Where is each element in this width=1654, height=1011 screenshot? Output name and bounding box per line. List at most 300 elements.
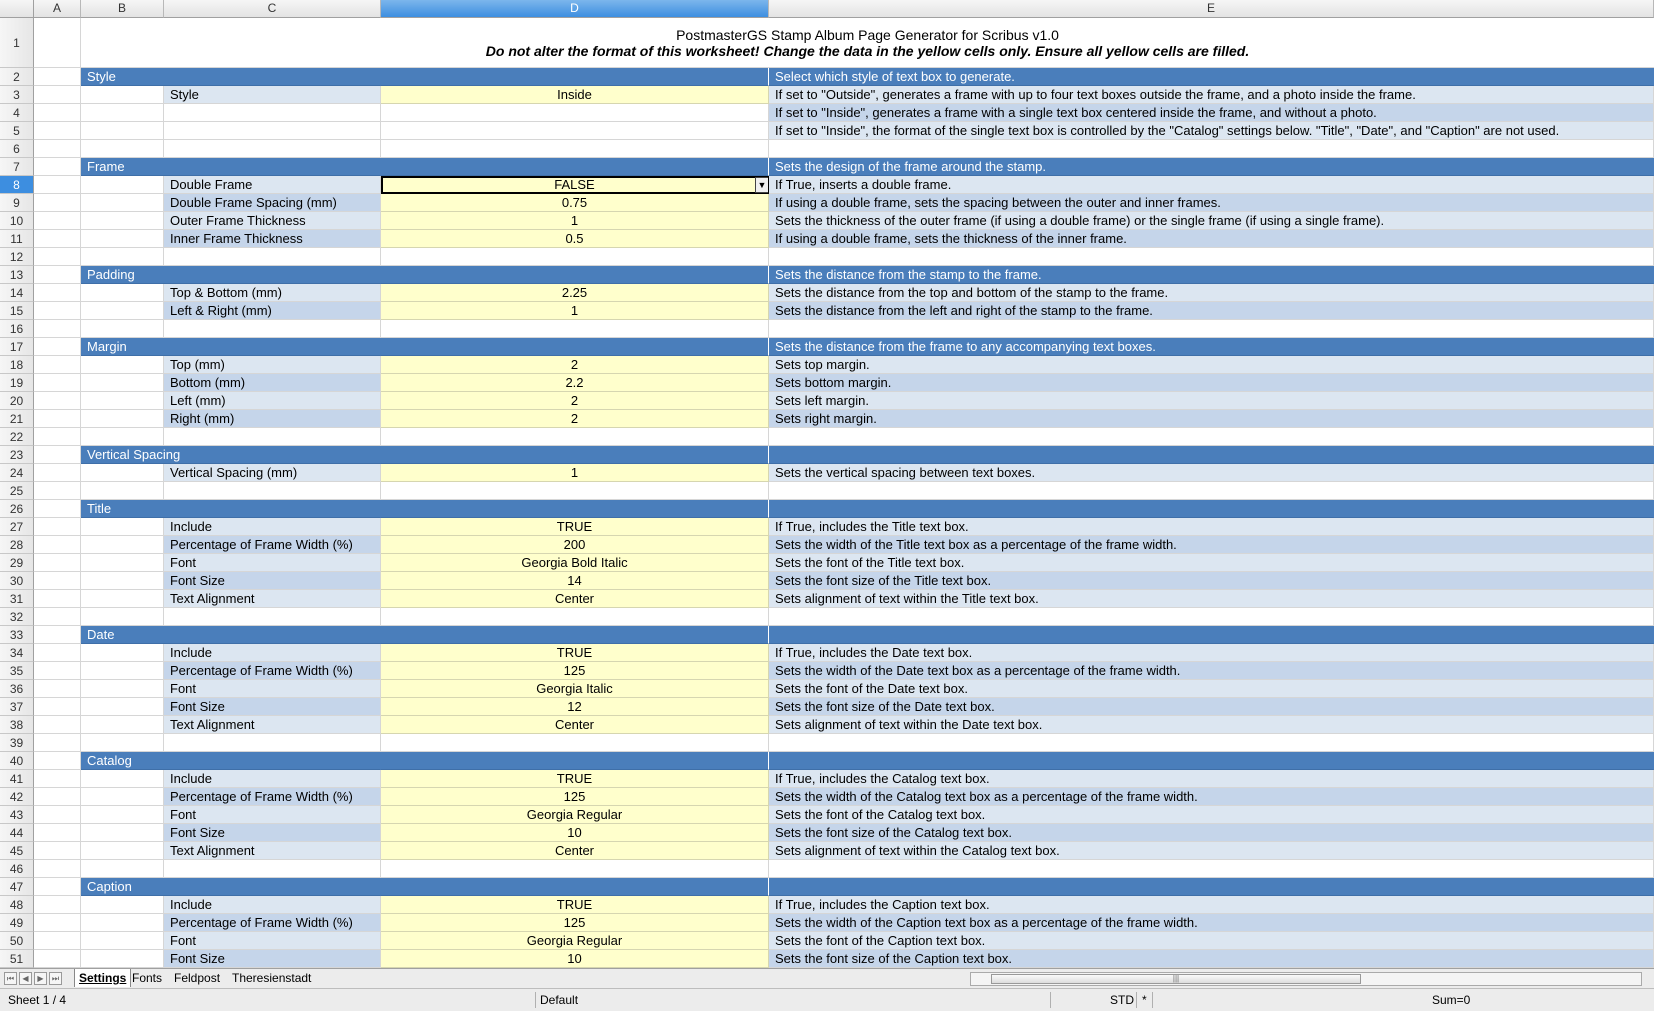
- cell-b[interactable]: [81, 662, 164, 680]
- setting-description[interactable]: Sets the width of the Catalog text box as a percentage of the frame width.: [769, 788, 1654, 806]
- row-header[interactable]: 21: [0, 410, 34, 428]
- setting-label[interactable]: Double Frame: [164, 176, 381, 194]
- row-header[interactable]: 35: [0, 662, 34, 680]
- setting-value-input[interactable]: [381, 554, 769, 572]
- cell-b[interactable]: [81, 464, 164, 482]
- cell-a1[interactable]: [34, 18, 81, 68]
- cell-e[interactable]: [769, 608, 1654, 626]
- row-header[interactable]: 26: [0, 500, 34, 518]
- tab-theresienstadt[interactable]: Theresienstadt: [232, 971, 312, 985]
- cell-b[interactable]: [81, 410, 164, 428]
- row-header[interactable]: 9: [0, 194, 34, 212]
- dropdown-arrow-icon[interactable]: ▼: [755, 177, 769, 193]
- column-header-d[interactable]: D: [381, 0, 769, 18]
- row-header[interactable]: 28: [0, 536, 34, 554]
- cell-b[interactable]: [81, 194, 164, 212]
- setting-description[interactable]: Sets bottom margin.: [769, 374, 1654, 392]
- section-header[interactable]: Margin: [81, 338, 381, 356]
- setting-value-input[interactable]: [381, 842, 769, 860]
- cell-a[interactable]: [34, 536, 81, 554]
- cell-b[interactable]: [81, 842, 164, 860]
- cell-e[interactable]: [769, 140, 1654, 158]
- setting-description[interactable]: If True, includes the Catalog text box.: [769, 770, 1654, 788]
- setting-description[interactable]: If using a double frame, sets the spacing between the outer and inner frames.: [769, 194, 1654, 212]
- setting-value-input[interactable]: [381, 212, 769, 230]
- cell-b[interactable]: [81, 374, 164, 392]
- row-header[interactable]: 14: [0, 284, 34, 302]
- setting-label[interactable]: Text Alignment: [164, 590, 381, 608]
- worksheet-title[interactable]: [81, 18, 1654, 68]
- cell-b[interactable]: [81, 608, 164, 626]
- cell-a[interactable]: [34, 896, 81, 914]
- cell-b[interactable]: [81, 860, 164, 878]
- cell-b[interactable]: [81, 590, 164, 608]
- section-value-cell[interactable]: [381, 500, 769, 518]
- setting-value-input[interactable]: [381, 536, 769, 554]
- section-description[interactable]: [769, 878, 1654, 896]
- cell-c[interactable]: [164, 122, 381, 140]
- cell-a[interactable]: [34, 68, 81, 86]
- cell-b[interactable]: [81, 536, 164, 554]
- cell-a[interactable]: [34, 608, 81, 626]
- row-header[interactable]: 4: [0, 104, 34, 122]
- section-header[interactable]: Frame: [81, 158, 381, 176]
- section-value-cell[interactable]: [381, 338, 769, 356]
- row-header[interactable]: 16: [0, 320, 34, 338]
- setting-label[interactable]: Percentage of Frame Width (%): [164, 788, 381, 806]
- cell-a[interactable]: [34, 554, 81, 572]
- section-header[interactable]: Caption: [81, 878, 381, 896]
- setting-label[interactable]: Include: [164, 896, 381, 914]
- section-value-cell[interactable]: [381, 752, 769, 770]
- cell-e[interactable]: [769, 482, 1654, 500]
- row-header[interactable]: 19: [0, 374, 34, 392]
- setting-description[interactable]: Sets the width of the Title text box as a percentage of the frame width.: [769, 536, 1654, 554]
- row-header[interactable]: 48: [0, 896, 34, 914]
- cell-a[interactable]: [34, 356, 81, 374]
- row-header[interactable]: 31: [0, 590, 34, 608]
- cell-b[interactable]: [81, 572, 164, 590]
- cell-a[interactable]: [34, 284, 81, 302]
- setting-description[interactable]: Sets the distance from the top and bottom of the stamp to the frame.: [769, 284, 1654, 302]
- cell-a[interactable]: [34, 428, 81, 446]
- setting-value-input[interactable]: [381, 590, 769, 608]
- cell-a[interactable]: [34, 680, 81, 698]
- last-sheet-icon[interactable]: ⏭: [49, 972, 62, 985]
- setting-label[interactable]: Double Frame Spacing (mm): [164, 194, 381, 212]
- setting-description[interactable]: Sets the font of the Title text box.: [769, 554, 1654, 572]
- section-description[interactable]: [769, 446, 1654, 464]
- cell-a[interactable]: [34, 770, 81, 788]
- setting-description[interactable]: If set to "Inside", the format of the single text box is controlled by the "Catalog" settings below. "Title", "Date", and "Caption" are not used.: [769, 122, 1654, 140]
- page-style[interactable]: Default: [540, 993, 579, 1007]
- cell-b[interactable]: [81, 698, 164, 716]
- cell-b[interactable]: [81, 644, 164, 662]
- column-header-b[interactable]: B: [81, 0, 164, 18]
- cell-c[interactable]: [164, 608, 381, 626]
- setting-value-input[interactable]: [381, 392, 769, 410]
- section-description[interactable]: Sets the distance from the stamp to the frame.: [769, 266, 1654, 284]
- cell-b[interactable]: [81, 824, 164, 842]
- cell-b[interactable]: [81, 176, 164, 194]
- setting-value-input[interactable]: [381, 356, 769, 374]
- setting-label[interactable]: Top & Bottom (mm): [164, 284, 381, 302]
- section-value-cell[interactable]: [381, 266, 769, 284]
- row-header[interactable]: 42: [0, 788, 34, 806]
- cell-b[interactable]: [81, 950, 164, 968]
- setting-description[interactable]: Sets alignment of text within the Date text box.: [769, 716, 1654, 734]
- setting-description[interactable]: If set to "Inside", generates a frame with a single text box centered inside the frame, and without a photo.: [769, 104, 1654, 122]
- row-header[interactable]: 37: [0, 698, 34, 716]
- tab-feldpost[interactable]: Feldpost: [174, 971, 221, 985]
- setting-value-input[interactable]: [381, 770, 769, 788]
- setting-description[interactable]: Sets the font of the Catalog text box.: [769, 806, 1654, 824]
- cell-d[interactable]: [381, 608, 769, 626]
- row-header[interactable]: 27: [0, 518, 34, 536]
- row-header[interactable]: 46: [0, 860, 34, 878]
- setting-value-input[interactable]: [381, 824, 769, 842]
- section-description[interactable]: Sets the distance from the frame to any accompanying text boxes.: [769, 338, 1654, 356]
- row-header[interactable]: 8: [0, 176, 34, 194]
- cell-b[interactable]: [81, 428, 164, 446]
- row-header[interactable]: 49: [0, 914, 34, 932]
- cell-c[interactable]: [164, 860, 381, 878]
- section-value-cell[interactable]: [381, 878, 769, 896]
- cell-a[interactable]: [34, 86, 81, 104]
- cell-b[interactable]: [81, 86, 164, 104]
- setting-description[interactable]: If True, includes the Caption text box.: [769, 896, 1654, 914]
- row-header[interactable]: 38: [0, 716, 34, 734]
- setting-value-input[interactable]: [381, 86, 769, 104]
- setting-description[interactable]: Sets the font of the Date text box.: [769, 680, 1654, 698]
- cell-c[interactable]: [164, 428, 381, 446]
- row-header[interactable]: 29: [0, 554, 34, 572]
- horizontal-scrollbar[interactable]: [970, 972, 1642, 986]
- cell-b[interactable]: [81, 896, 164, 914]
- cell-a[interactable]: [34, 410, 81, 428]
- cell-d[interactable]: [381, 428, 769, 446]
- column-header-e[interactable]: E: [769, 0, 1654, 18]
- setting-description[interactable]: Sets the width of the Date text box as a percentage of the frame width.: [769, 662, 1654, 680]
- setting-label[interactable]: Left (mm): [164, 392, 381, 410]
- cell-b[interactable]: [81, 932, 164, 950]
- row-header[interactable]: 47: [0, 878, 34, 896]
- cell-e[interactable]: [769, 428, 1654, 446]
- cell-a[interactable]: [34, 392, 81, 410]
- sum-display[interactable]: Sum=0: [1432, 993, 1471, 1007]
- setting-value-input[interactable]: [381, 932, 769, 950]
- cell-c[interactable]: [164, 248, 381, 266]
- cell-b[interactable]: [81, 518, 164, 536]
- section-header[interactable]: Padding: [81, 266, 381, 284]
- cell-a[interactable]: [34, 752, 81, 770]
- setting-value-input[interactable]: [381, 716, 769, 734]
- cell-a[interactable]: [34, 464, 81, 482]
- cell-a[interactable]: [34, 158, 81, 176]
- cell-c[interactable]: [164, 104, 381, 122]
- cell-a[interactable]: [34, 500, 81, 518]
- next-sheet-icon[interactable]: ▶: [34, 972, 47, 985]
- setting-description[interactable]: Sets the thickness of the outer frame (if using a double frame) or the single frame (if using a single frame).: [769, 212, 1654, 230]
- setting-value-input[interactable]: [381, 896, 769, 914]
- setting-value-input[interactable]: [381, 194, 769, 212]
- row-header[interactable]: 39: [0, 734, 34, 752]
- cell-a[interactable]: [34, 374, 81, 392]
- cell-a[interactable]: [34, 572, 81, 590]
- setting-label[interactable]: Inner Frame Thickness: [164, 230, 381, 248]
- row-header[interactable]: 15: [0, 302, 34, 320]
- row-header[interactable]: 30: [0, 572, 34, 590]
- cell-a[interactable]: [34, 950, 81, 968]
- cell-c[interactable]: [164, 482, 381, 500]
- cell-a[interactable]: [34, 482, 81, 500]
- cell-b[interactable]: [81, 770, 164, 788]
- setting-description[interactable]: Sets alignment of text within the Catalog text box.: [769, 842, 1654, 860]
- cell-b[interactable]: [81, 734, 164, 752]
- setting-label[interactable]: Include: [164, 644, 381, 662]
- row-header[interactable]: 43: [0, 806, 34, 824]
- cell-a[interactable]: [34, 932, 81, 950]
- cell-b[interactable]: [81, 680, 164, 698]
- setting-label[interactable]: Font: [164, 932, 381, 950]
- setting-description[interactable]: Sets alignment of text within the Title text box.: [769, 590, 1654, 608]
- setting-label[interactable]: Vertical Spacing (mm): [164, 464, 381, 482]
- cell-a[interactable]: [34, 518, 81, 536]
- setting-description[interactable]: Sets the font of the Caption text box.: [769, 932, 1654, 950]
- column-header-a[interactable]: A: [34, 0, 81, 18]
- row-header[interactable]: 22: [0, 428, 34, 446]
- cell-a[interactable]: [34, 860, 81, 878]
- cell-b[interactable]: [81, 230, 164, 248]
- row-header[interactable]: 44: [0, 824, 34, 842]
- tab-fonts[interactable]: Fonts: [132, 971, 163, 985]
- setting-description[interactable]: Sets the width of the Caption text box as a percentage of the frame width.: [769, 914, 1654, 932]
- setting-label[interactable]: Outer Frame Thickness: [164, 212, 381, 230]
- cell-b[interactable]: [81, 284, 164, 302]
- setting-value-input[interactable]: [381, 914, 769, 932]
- cell-c[interactable]: [164, 734, 381, 752]
- section-value-cell[interactable]: [381, 158, 769, 176]
- setting-value-input[interactable]: [381, 806, 769, 824]
- setting-label[interactable]: Percentage of Frame Width (%): [164, 662, 381, 680]
- cell-a[interactable]: [34, 248, 81, 266]
- cell-b[interactable]: [81, 806, 164, 824]
- cell-a[interactable]: [34, 842, 81, 860]
- cell-b[interactable]: [81, 482, 164, 500]
- cell-b[interactable]: [81, 140, 164, 158]
- row-header[interactable]: 24: [0, 464, 34, 482]
- cell-c[interactable]: [164, 320, 381, 338]
- cell-b[interactable]: [81, 104, 164, 122]
- cell-a[interactable]: [34, 230, 81, 248]
- cell-a[interactable]: [34, 914, 81, 932]
- row-header[interactable]: 1: [0, 18, 34, 68]
- row-header[interactable]: 11: [0, 230, 34, 248]
- section-value-cell[interactable]: [381, 68, 769, 86]
- cell-b[interactable]: [81, 248, 164, 266]
- setting-label[interactable]: Left & Right (mm): [164, 302, 381, 320]
- setting-value-input[interactable]: [381, 698, 769, 716]
- selection-mode[interactable]: STD: [1110, 993, 1134, 1007]
- cell-e[interactable]: [769, 248, 1654, 266]
- cell-a[interactable]: [34, 104, 81, 122]
- cell-a[interactable]: [34, 824, 81, 842]
- setting-description[interactable]: Sets the font size of the Title text box.: [769, 572, 1654, 590]
- row-header[interactable]: 45: [0, 842, 34, 860]
- cell-a[interactable]: [34, 338, 81, 356]
- cell-a[interactable]: [34, 716, 81, 734]
- row-header[interactable]: 7: [0, 158, 34, 176]
- first-sheet-icon[interactable]: ⏮: [4, 972, 17, 985]
- section-header[interactable]: Title: [81, 500, 381, 518]
- setting-value-input[interactable]: [381, 410, 769, 428]
- setting-value-input[interactable]: [381, 950, 769, 968]
- cell-b[interactable]: [81, 320, 164, 338]
- row-header[interactable]: 10: [0, 212, 34, 230]
- setting-value-input[interactable]: [381, 302, 769, 320]
- cell-b[interactable]: [81, 122, 164, 140]
- setting-label[interactable]: Font Size: [164, 572, 381, 590]
- row-header[interactable]: 13: [0, 266, 34, 284]
- cell-b[interactable]: [81, 788, 164, 806]
- setting-label[interactable]: Top (mm): [164, 356, 381, 374]
- setting-label[interactable]: Right (mm): [164, 410, 381, 428]
- cell-d[interactable]: [381, 248, 769, 266]
- section-description[interactable]: Sets the design of the frame around the stamp.: [769, 158, 1654, 176]
- row-header[interactable]: 2: [0, 68, 34, 86]
- setting-label[interactable]: Percentage of Frame Width (%): [164, 914, 381, 932]
- cell-d[interactable]: [381, 122, 769, 140]
- row-header[interactable]: 23: [0, 446, 34, 464]
- row-header[interactable]: 6: [0, 140, 34, 158]
- setting-label[interactable]: Font Size: [164, 950, 381, 968]
- section-header[interactable]: Style: [81, 68, 381, 86]
- cell-a[interactable]: [34, 878, 81, 896]
- setting-value-input[interactable]: [381, 788, 769, 806]
- section-value-cell[interactable]: [381, 446, 769, 464]
- select-all-corner[interactable]: [0, 0, 34, 18]
- setting-description[interactable]: If set to "Outside", generates a frame with up to four text boxes outside the frame, and a photo inside the frame.: [769, 86, 1654, 104]
- cell-a[interactable]: [34, 194, 81, 212]
- setting-value-input[interactable]: [381, 662, 769, 680]
- setting-description[interactable]: Sets the vertical spacing between text boxes.: [769, 464, 1654, 482]
- setting-label[interactable]: Text Alignment: [164, 716, 381, 734]
- cell-b[interactable]: [81, 212, 164, 230]
- setting-value-input[interactable]: [381, 230, 769, 248]
- setting-label[interactable]: Font Size: [164, 698, 381, 716]
- tab-settings[interactable]: Settings: [74, 969, 131, 987]
- row-header[interactable]: 5: [0, 122, 34, 140]
- setting-label[interactable]: Include: [164, 770, 381, 788]
- cell-a[interactable]: [34, 140, 81, 158]
- cell-e[interactable]: [769, 320, 1654, 338]
- section-description[interactable]: [769, 500, 1654, 518]
- cell-b[interactable]: [81, 554, 164, 572]
- setting-label[interactable]: Style: [164, 86, 381, 104]
- section-value-cell[interactable]: [381, 626, 769, 644]
- setting-description[interactable]: If True, inserts a double frame.: [769, 176, 1654, 194]
- row-header[interactable]: 40: [0, 752, 34, 770]
- cell-b[interactable]: [81, 716, 164, 734]
- setting-label[interactable]: Text Alignment: [164, 842, 381, 860]
- row-header[interactable]: 18: [0, 356, 34, 374]
- cell-a[interactable]: [34, 806, 81, 824]
- setting-value-input[interactable]: [381, 464, 769, 482]
- setting-value-input[interactable]: [381, 680, 769, 698]
- setting-description[interactable]: If using a double frame, sets the thickness of the inner frame.: [769, 230, 1654, 248]
- row-header[interactable]: 20: [0, 392, 34, 410]
- setting-description[interactable]: Sets the font size of the Catalog text box.: [769, 824, 1654, 842]
- cell-a[interactable]: [34, 320, 81, 338]
- cell-d[interactable]: [381, 320, 769, 338]
- section-header[interactable]: Vertical Spacing: [81, 446, 381, 464]
- cell-a[interactable]: [34, 302, 81, 320]
- row-header[interactable]: 51: [0, 950, 34, 968]
- cell-c[interactable]: [164, 140, 381, 158]
- cell-a[interactable]: [34, 698, 81, 716]
- cell-b[interactable]: [81, 356, 164, 374]
- cell-b[interactable]: [81, 914, 164, 932]
- cell-d[interactable]: [381, 140, 769, 158]
- section-description[interactable]: [769, 752, 1654, 770]
- section-description[interactable]: Select which style of text box to generate.: [769, 68, 1654, 86]
- setting-description[interactable]: Sets the font size of the Date text box.: [769, 698, 1654, 716]
- cell-e[interactable]: [769, 860, 1654, 878]
- setting-label[interactable]: Percentage of Frame Width (%): [164, 536, 381, 554]
- cell-d[interactable]: [381, 482, 769, 500]
- setting-label[interactable]: Font: [164, 554, 381, 572]
- row-header[interactable]: 34: [0, 644, 34, 662]
- cell-a[interactable]: [34, 734, 81, 752]
- cell-a[interactable]: [34, 266, 81, 284]
- setting-description[interactable]: Sets right margin.: [769, 410, 1654, 428]
- setting-description[interactable]: Sets the font size of the Caption text box.: [769, 950, 1654, 968]
- cell-d[interactable]: [381, 734, 769, 752]
- setting-description[interactable]: Sets top margin.: [769, 356, 1654, 374]
- cell-a[interactable]: [34, 176, 81, 194]
- setting-label[interactable]: Include: [164, 518, 381, 536]
- cell-b[interactable]: [81, 302, 164, 320]
- section-header[interactable]: Date: [81, 626, 381, 644]
- row-header[interactable]: 32: [0, 608, 34, 626]
- setting-description[interactable]: If True, includes the Title text box.: [769, 518, 1654, 536]
- column-header-c[interactable]: C: [164, 0, 381, 18]
- setting-description[interactable]: Sets left margin.: [769, 392, 1654, 410]
- prev-sheet-icon[interactable]: ◀: [19, 972, 32, 985]
- row-header[interactable]: 33: [0, 626, 34, 644]
- cell-a[interactable]: [34, 644, 81, 662]
- row-header[interactable]: 41: [0, 770, 34, 788]
- cell-a[interactable]: [34, 788, 81, 806]
- cell-d[interactable]: [381, 860, 769, 878]
- row-header[interactable]: 36: [0, 680, 34, 698]
- cell-a[interactable]: [34, 590, 81, 608]
- cell-d[interactable]: [381, 104, 769, 122]
- setting-label[interactable]: Font: [164, 806, 381, 824]
- cell-a[interactable]: [34, 122, 81, 140]
- row-header[interactable]: 12: [0, 248, 34, 266]
- setting-description[interactable]: If True, includes the Date text box.: [769, 644, 1654, 662]
- row-header[interactable]: 25: [0, 482, 34, 500]
- cell-a[interactable]: [34, 626, 81, 644]
- row-header[interactable]: 17: [0, 338, 34, 356]
- cell-b[interactable]: [81, 392, 164, 410]
- setting-value-input[interactable]: [381, 284, 769, 302]
- setting-value-input[interactable]: [381, 518, 769, 536]
- row-header[interactable]: 50: [0, 932, 34, 950]
- cell-e[interactable]: [769, 734, 1654, 752]
- section-header[interactable]: Catalog: [81, 752, 381, 770]
